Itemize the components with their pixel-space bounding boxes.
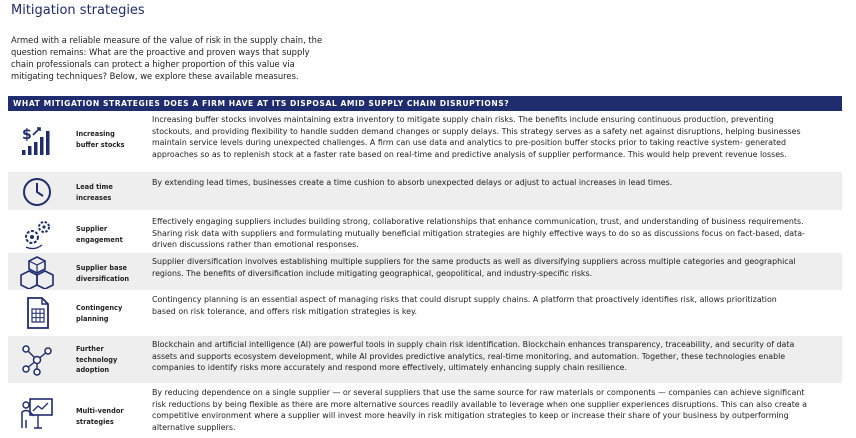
text-line: Sharing risk data with suppliers and formulating mutually beneficial mitigation strategies are highly effective ways to do so as discussions focus on fact-based, data- — [152, 228, 805, 238]
presentation-board-icon — [20, 396, 54, 430]
intro-line: question remains: What are the proactive and proven ways that supply — [11, 47, 310, 57]
label-line: planning — [76, 314, 109, 323]
label-line: buffer stocks — [76, 140, 125, 149]
clock-icon — [20, 175, 54, 209]
strategy-description — [152, 387, 838, 433]
text-line: Effectively engaging suppliers includes building strong, collaborative relationships that enhance communication, trust, and understanding of business requirements. — [152, 217, 804, 226]
network-nodes-icon — [20, 343, 54, 377]
intro-line: mitigating techniques? Below, we explore these available measures. — [11, 71, 299, 81]
strategy-description — [152, 177, 838, 189]
label-line: Lead time — [76, 183, 113, 191]
text-line: Contingency planning is an essential aspect of managing risks that could disrupt supply chains. A platform that proactively identifies risk, allows prioritization — [152, 295, 777, 304]
strategy-description — [152, 114, 838, 160]
spreadsheet-document-icon — [20, 296, 54, 330]
text-line: By extending lead times, businesses create a time cushion to absorb unexpected delays or adjust to actual increases in lead times. — [152, 178, 673, 187]
text-line: assets and supports ecosystem development, while AI provides predictive analytics, real-time monitoring, and automation. Together, these technologies enable — [152, 351, 786, 361]
dollar-bar-chart-icon — [20, 123, 54, 157]
text-line: By reducing dependence on a single supplier — or several suppliers that use the same source for raw materials or components — companies can achieve significant — [152, 388, 805, 397]
strategy-label — [76, 263, 138, 284]
strategy-description — [152, 216, 838, 251]
text-line: competitive environment where a supplier will invest more heavily in risk mitigation strategies to keep or increase their share of your business by outperforming — [152, 411, 789, 420]
gears-icon — [20, 217, 54, 251]
label-line: increases — [76, 193, 112, 202]
label-line: Multi-vendor — [76, 407, 124, 415]
strategy-label — [76, 182, 138, 203]
strategy-row-technology-adoption — [8, 336, 842, 383]
label-line: strategies — [76, 417, 114, 426]
strategy-row-lead-time — [8, 172, 842, 210]
text-line: regions. The benefits of diversification include mitigating geographical, geopolitical, and industry-specific risks. — [152, 268, 593, 278]
label-line: adoption — [76, 366, 110, 374]
text-line: Increasing buffer stocks involves maintaining extra inventory to mitigate supply chain risks. The benefits include ensuring continuous production, preventing — [152, 115, 774, 124]
strategy-label — [76, 344, 138, 376]
boxes-icon — [20, 255, 54, 289]
text-line: driven discussions rather than emotional responses. — [152, 240, 359, 249]
text-line: stockouts, and providing flexibility to handle sudden demand changes or supply delays. This strategy serves as a safety net against disruptions, helping businesses — [152, 126, 801, 136]
text-line: approaches so as to replenish stock at a faster rate based on real-time and predictive analysis of supplier performance. This would help prevent revenue losses. — [152, 149, 787, 159]
label-line: engagement — [76, 235, 123, 244]
strategy-row-supplier-engagement — [8, 214, 842, 252]
intro-paragraph — [11, 34, 331, 82]
strategy-row-contingency-planning — [8, 293, 842, 331]
strategy-description — [152, 339, 838, 374]
label-line: technology — [76, 355, 118, 364]
strategy-label — [76, 303, 138, 324]
label-line: Increasing — [76, 130, 115, 138]
label-line: Further — [76, 345, 104, 353]
strategy-description — [152, 294, 838, 317]
label-line: Contingency — [76, 304, 123, 312]
section-banner: WHAT MITIGATION STRATEGIES DOES A FIRM HAVE AT ITS DISPOSAL AMID SUPPLY CHAIN DISRUPTIONS? — [8, 96, 842, 111]
label-line: diversification — [76, 274, 130, 283]
strategy-label — [76, 129, 138, 150]
text-line: risk reductions by being flexible as there are more alternative sources readily available to leverage when one supplier experiences disruptions. This can also create a — [152, 399, 807, 409]
strategy-description — [152, 256, 838, 279]
text-line: based on risk tolerance, and offers risk mitigation strategies is key. — [152, 306, 418, 316]
strategy-row-supplier-diversification — [8, 253, 842, 290]
text-line: alternative suppliers. — [152, 422, 236, 432]
text-line: Supplier diversification involves establishing multiple suppliers for the same products as well as diversifying suppliers across multiple categories and geographical — [152, 257, 796, 266]
intro-line: chain professionals can protect a higher proportion of this value via — [11, 59, 295, 69]
label-line: Supplier — [76, 225, 108, 233]
intro-line: Armed with a reliable measure of the value of risk in the supply chain, the — [11, 35, 323, 45]
strategy-label — [76, 224, 138, 245]
strategy-label — [76, 406, 138, 427]
text-line: maintain service levels during unexpected challenges. A firm can use data and analytics to pre-position buffer stocks prior to taking reactive system- generated — [152, 138, 786, 147]
label-line: Supplier base — [76, 264, 127, 272]
page-title: Mitigation strategies — [11, 3, 145, 18]
strategy-row-buffer-stocks — [8, 113, 842, 165]
svg-text:$: $ — [22, 127, 32, 143]
strategy-row-multi-vendor — [8, 386, 842, 438]
text-line: Blockchain and artificial intelligence (AI) are powerful tools in supply chain risk identification. Blockchain enhances transparency, traceability, and security of data — [152, 340, 795, 349]
text-line: companies to identify risks more accurately and respond more effectively, ultimately enhancing supply chain resilience. — [152, 363, 628, 372]
